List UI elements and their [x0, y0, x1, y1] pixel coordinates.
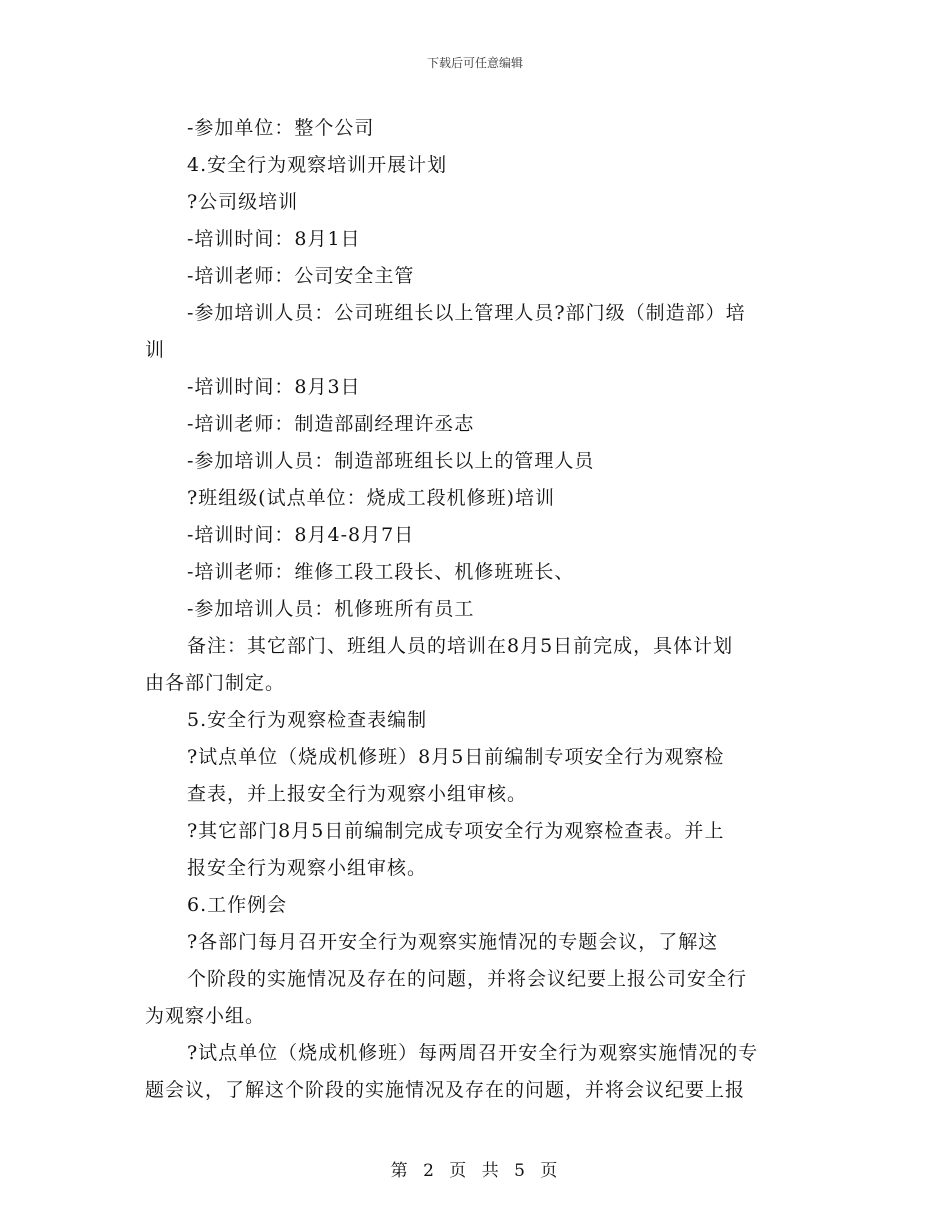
footer-page-word: 页 [449, 1161, 469, 1181]
section-heading: 6.工作例会 [187, 894, 288, 916]
current-page-number: 2 [423, 1161, 436, 1181]
text-line: 题会议，了解这个阶段的实施情况及存在的问题，并将会议纪要上报 [145, 1079, 746, 1101]
text-line: 个阶段的实施情况及存在的问题，并将会议纪要上报公司安全行 [187, 968, 748, 990]
text-line: 备注：其它部门、班组人员的培训在8月5日前完成，具体计划 [187, 635, 734, 657]
text-line: -参加单位：整个公司 [187, 117, 375, 139]
text-line: ?各部门每月召开安全行为观察实施情况的专题会议，了解这 [187, 931, 719, 953]
footer-total-word: 共 [481, 1161, 501, 1181]
page-footer [0, 1156, 950, 1181]
text-line: 训 [145, 339, 166, 361]
total-page-number: 5 [514, 1161, 527, 1181]
text-line: -培训时间：8月4-8月7日 [187, 524, 415, 546]
text-line: -参加培训人员：制造部班组长以上的管理人员 [187, 450, 595, 472]
text-line: 报安全行为观察小组审核。 [187, 857, 428, 879]
text-line: 由各部门制定。 [145, 672, 286, 694]
text-line: -培训老师：制造部副经理许丞志 [187, 413, 475, 435]
section-heading: 4.安全行为观察培训开展计划 [187, 154, 448, 176]
text-line: -参加培训人员：机修班所有员工 [187, 598, 475, 620]
text-line: ?试点单位（烧成机修班）每两周召开安全行为观察实施情况的专 [187, 1042, 759, 1064]
text-line: 为观察小组。 [145, 1005, 266, 1027]
text-line: ?试点单位（烧成机修班）8月5日前编制专项安全行为观察检 [187, 746, 725, 768]
text-line: -培训老师：公司安全主管 [187, 265, 415, 287]
document-body [145, 110, 815, 1109]
page-header: 下载后可任意编辑 [426, 56, 523, 70]
text-line: ?其它部门8月5日前编制完成专项安全行为观察检查表。并上 [187, 820, 725, 842]
text-line: -培训老师：维修工段工段长、机修班班长、 [187, 561, 575, 583]
text-line: 查表，并上报安全行为观察小组审核。 [187, 783, 528, 805]
text-line: -参加培训人员：公司班组长以上管理人员?部门级（制造部）培 [187, 302, 746, 324]
footer-suffix: 页 [540, 1161, 560, 1181]
text-line: ?公司级培训 [187, 191, 299, 213]
section-heading: 5.安全行为观察检查表编制 [187, 709, 428, 731]
text-line: -培训时间：8月3日 [187, 376, 361, 398]
footer-prefix: 第 [390, 1161, 410, 1181]
text-line: -培训时间：8月1日 [187, 228, 361, 250]
text-line: ?班组级(试点单位：烧成工段机修班)培训 [187, 487, 556, 509]
